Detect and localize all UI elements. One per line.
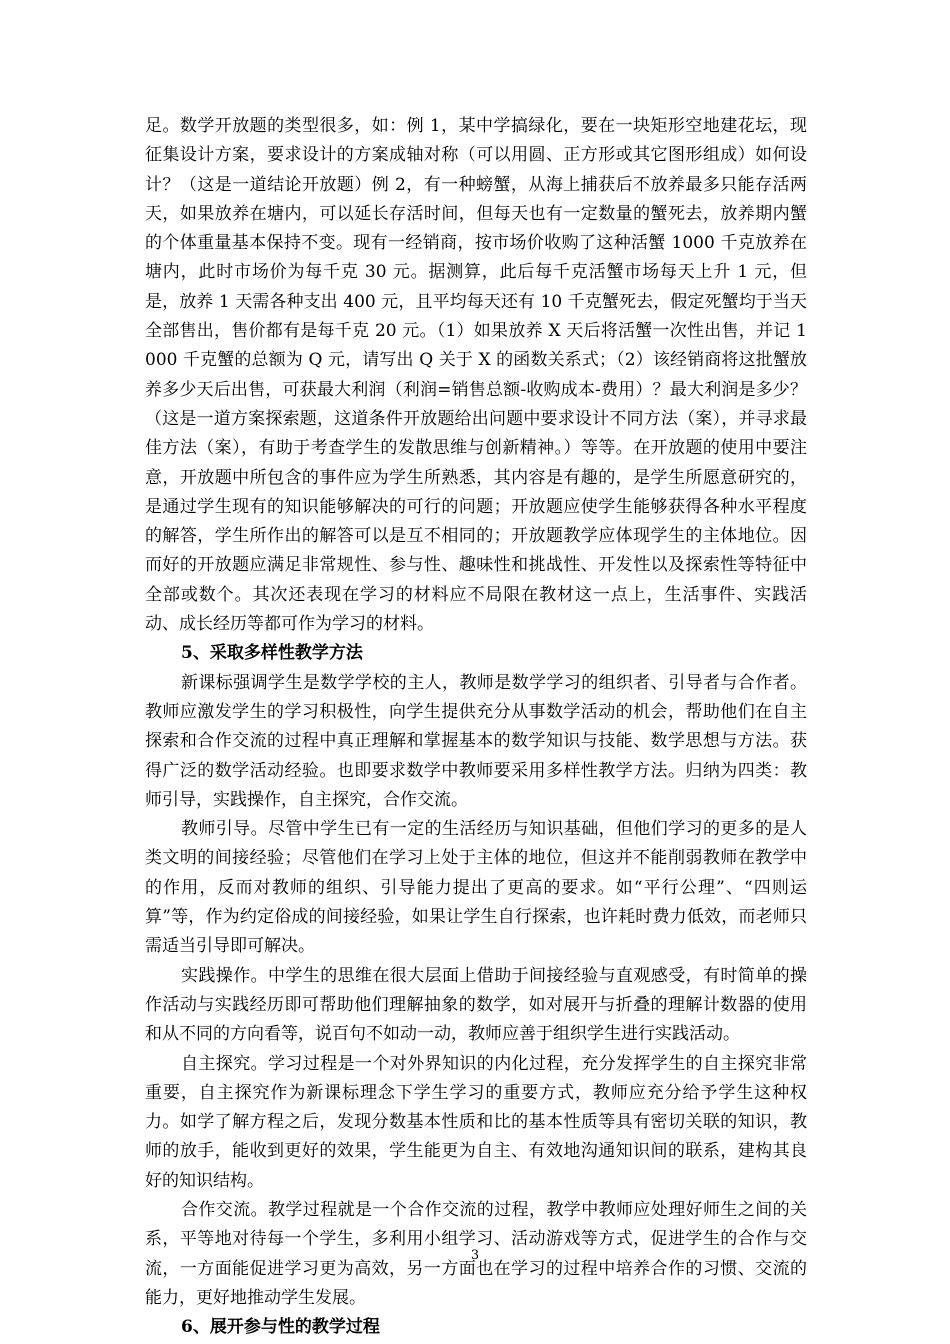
section-heading-6: 6、展开参与性的教学过程	[181, 1317, 380, 1338]
paragraph-independent-exploration: 自主探究。学习过程是一个对外界知识的内化过程，充分发挥学生的自主探究非常重要，自主探究作为新课标理念下学生学习的重要方式，教师应充分给予学生这种权力。如学了解方程之后，发现分数基本性质和比的基本性质等具有密切关联的知识，教师的放手，能收到更好的效果，学生能更为自主、有效地沟通知识间的联系，建构其良好的知识结构。	[145, 1053, 807, 1191]
section-heading-5: 5、采取多样性教学方法	[181, 643, 363, 664]
paragraph-cooperative-exchange: 合作交流。教学过程就是一个合作交流的过程，教学中教师应处理好师生之间的关系，平等地对待每一个学生，多利用小组学习、活动游戏等方式，促进学生的合作与交流，一方面能促进学习更为高效，另一方面也在学习的过程中培养合作的习惯、交流的能力，更好地推动学生发展。	[145, 1199, 807, 1308]
paragraph-diverse-methods: 新课标强调学生是数学学校的主人，教师是数学学习的组织者、引导者与合作者。教师应激发学生的学习积极性，向学生提供充分从事数学活动的机会，帮助他们在自主探索和合作交流的过程中真正理解和掌握基本的数学知识与技能、数学思想与方法。获得广泛的数学活动经验。也即要求数学中教师要采用多样性教学方法。归纳为四类：教师引导，实践操作，自主探究，合作交流。	[145, 672, 807, 810]
paragraph-teacher-guidance: 教师引导。尽管中学生已有一定的生活经历与知识基础，但他们学习的更多的是人类文明的间接经验；尽管他们在学习上处于主体的地位，但这并不能削弱教师在教学中的作用，反而对教师的组织、引导能力提出了更高的要求。如“平行公理”、“四则运算”等，作为约定俗成的间接经验，如果让学生自行探索，也许耗时费力低效，而老师只需适当引导即可解决。	[145, 819, 807, 957]
paragraph-open-problems-continued: 足。数学开放题的类型很多，如：例 1，某中学搞绿化，要在一块矩形空地建花坛，现征集设计方案，要求设计的方案成轴对称（可以用圆、正方形或其它图形组成）如何设计？（这是一道结论开放题）例 2，有一种螃蟹，从海上捕获后不放养最多只能存活两天，如果放养在塘内，可以延长存活时间，但每天也有一定数量的蟹死去，放养期内蟹的个体重量基本保持不变。现有一经销商，按市场价收购了这种活蟹 1000 千克放养在塘内，此时市场价为每千克 30 元。据测算，此后每千克活蟹市场每天上升 1 元，但是，放养 1 天需各种支出 400 元，且平均每天还有 10 千克蟹死去，假定死蟹均于当天全部售出，售价都有是每千克 20 元。（1）如果放养 X 天后将活蟹一次性出售，并记 1000 千克蟹的总额为 Q 元，请写出 Q 关于 X 的函数关系式；（2）该经销商将这批蟹放养多少天后出售，可获最大利润（利润=销售总额-收购成本-费用）？最大利润是多少？（这是一道方案探索题，这道条件开放题给出问题中要求设计不同方法（案），并寻求最佳方法（案），有助于考查学生的发散思维与创新精神。）等等。在开放题的使用中要注意，开放题中所包含的事件应为学生所熟悉，其内容是有趣的，是学生所愿意研究的，是通过学生现有的知识能够解决的可行的问题；开放题应使学生能够获得各种水平程度的解答，学生所作出的解答可以是互不相同的；开放题教学应体现学生的主体地位。因而好的开放题应满足非常规性、参与性、趣味性和挑战性、开发性以及探索性等特征中全部或数个。其次还表现在学习的材料应不局限在教材这一点上，生活事件、实践活动、成长经历等都可作为学习的材料。	[145, 116, 807, 635]
paragraph-practical-operation: 实践操作。中学生的思维在很大层面上借助于间接经验与直观感受，有时简单的操作活动与实践经历即可帮助他们理解抽象的数学，如对展开与折叠的理解计数器的使用和从不同的方向看等，说百句不如动一动，教师应善于组织学生进行实践活动。	[145, 965, 807, 1045]
page-number: 3	[470, 1248, 480, 1263]
document-body	[145, 112, 807, 1342]
